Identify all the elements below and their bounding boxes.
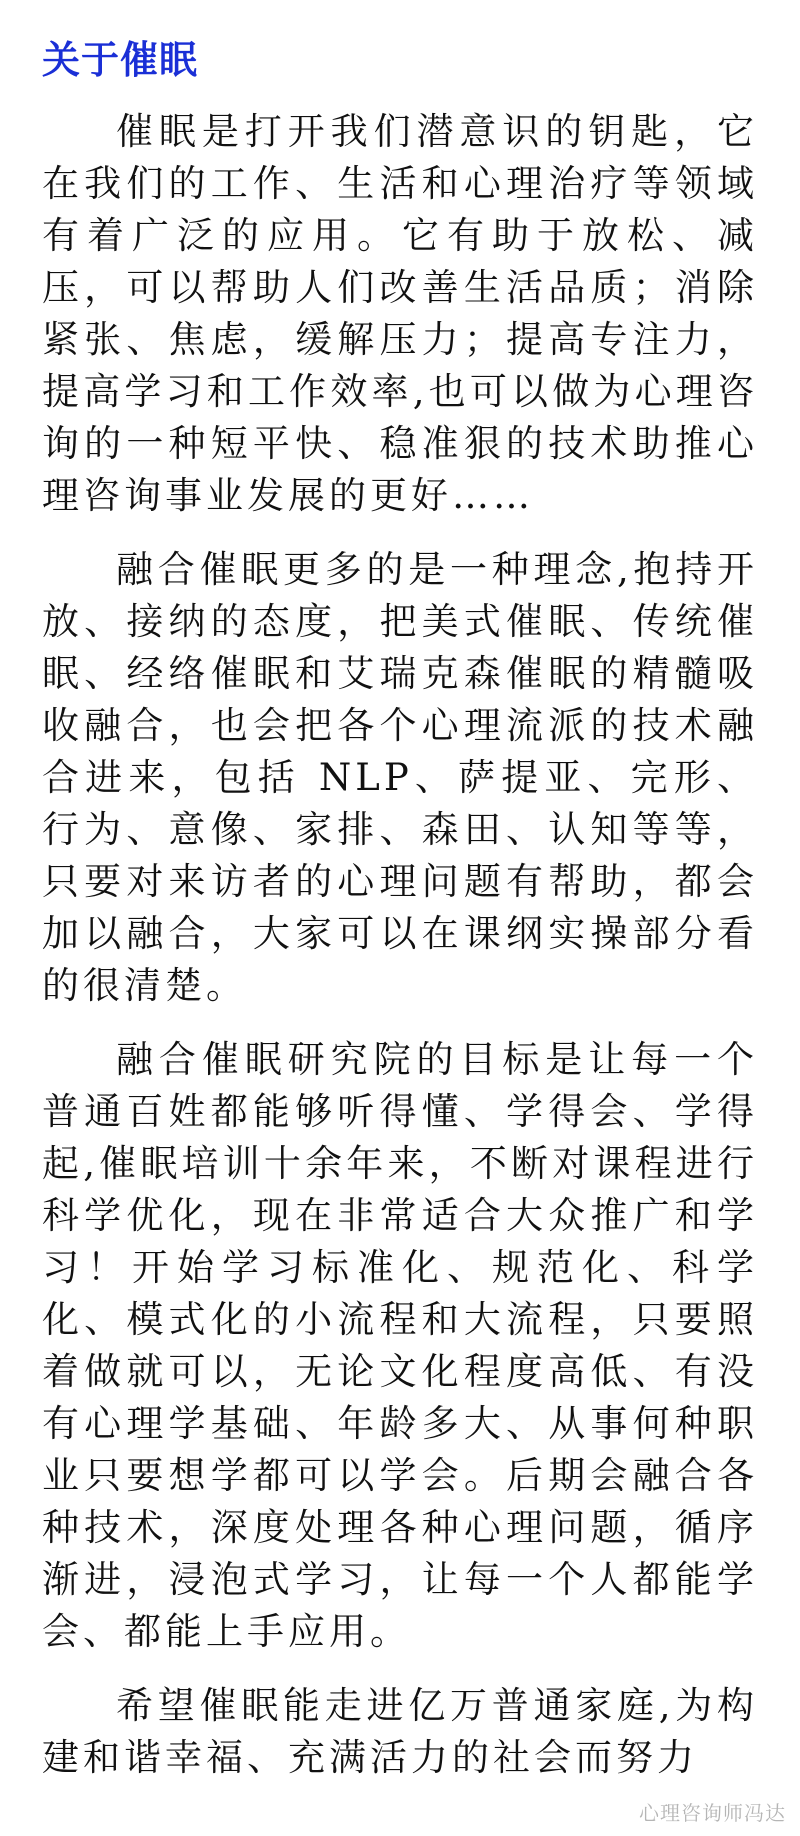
watermark: 心理咨询师冯达 (639, 1801, 786, 1825)
paragraph-4: 希望催眠能走进亿万普通家庭,为构建和谐幸福、充满活力的社会而努力 (42, 1684, 758, 1779)
paragraph-2: 融合催眠更多的是一种理念,抱持开放、接纳的态度，把美式催眠、传统催眠、经络催眠和艾瑞克森催眠的精髓吸收融合，也会把各个心理流派的技术融合进来，包括 NLP、萨提亚、完形、行为、意像、家排、森田、认知等等，只要对来访者的心理问题有帮助，都会加以融合，大家可以在课纲实操部分看的很清楚。 (42, 548, 758, 1007)
article-title: 关于催眠 (42, 38, 199, 82)
paragraph-1: 催眠是打开我们潜意识的钥匙，它在我们的工作、生活和心理治疗等领域有着广泛的应用。它有助于放松、减压，可以帮助人们改善生活品质；消除紧张、焦虑，缓解压力；提高专注力，提高学习和工作效率,也可以做为心理咨询的一种短平快、稳准狠的技术助推心理咨询事业发展的更好…… (42, 110, 758, 517)
paragraph-3: 融合催眠研究院的目标是让每一个普通百姓都能够听得懂、学得会、学得起,催眠培训十余年来，不断对课程进行科学优化，现在非常适合大众推广和学习！开始学习标准化、规范化、科学化、模式化的小流程和大流程，只要照着做就可以，无论文化程度高低、有没有心理学基础、年龄多大、从事何种职业只要想学都可以学会。后期会融合各种技术，深度处理各种心理问题，循序渐进，浸泡式学习，让每一个人都能学会、都能上手应用。 (42, 1038, 758, 1653)
